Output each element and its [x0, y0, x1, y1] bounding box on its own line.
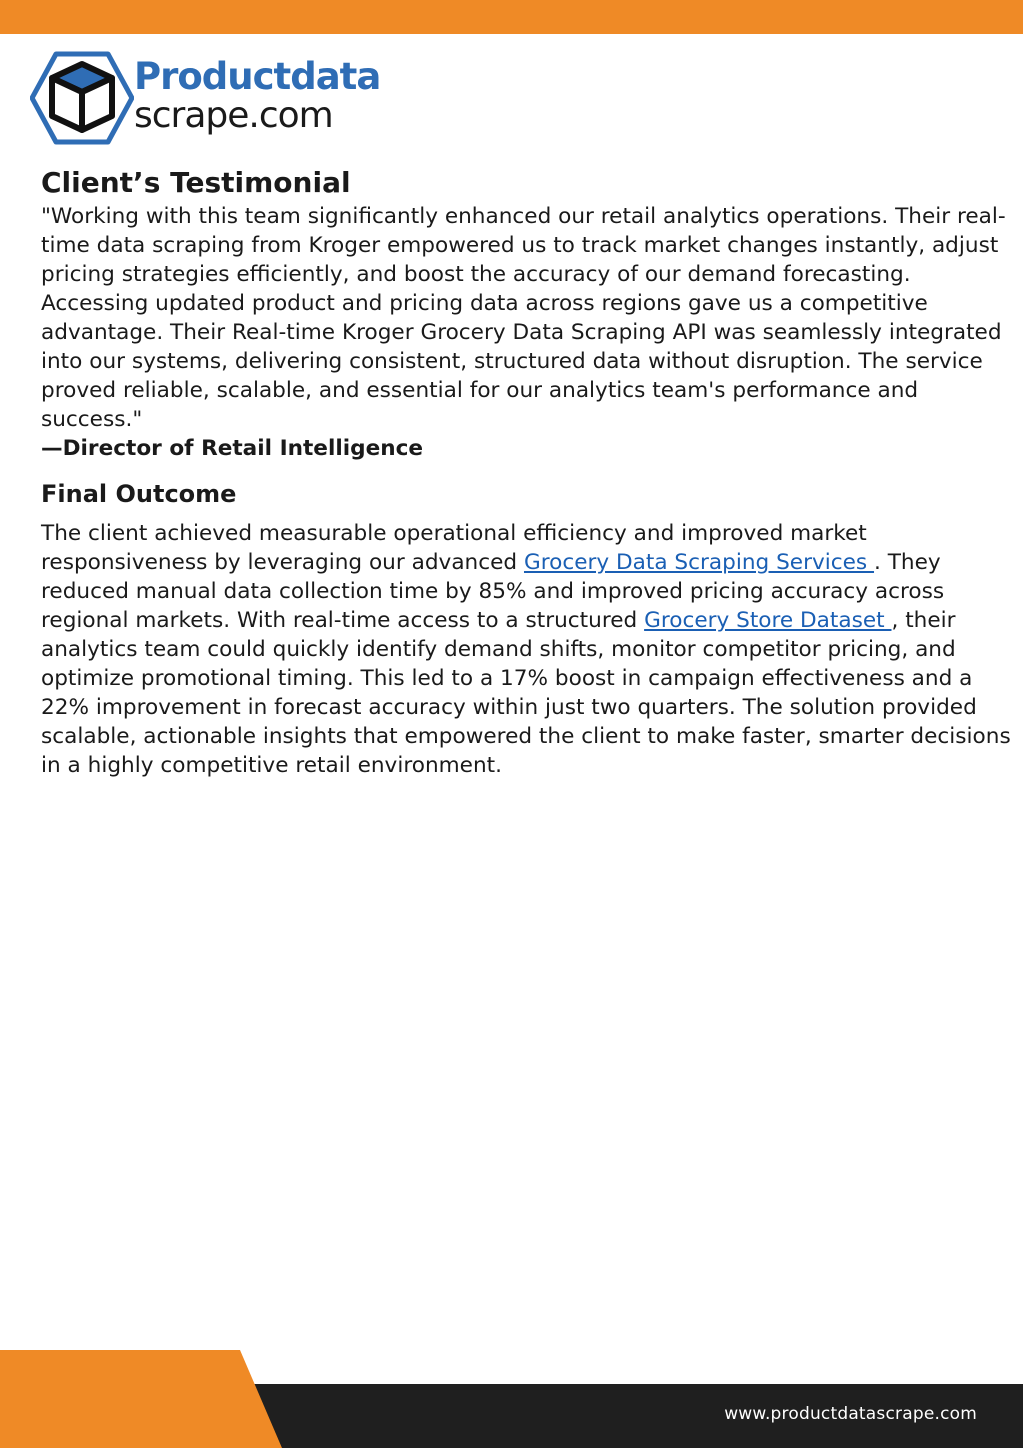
outcome-text-3: , their analytics team could quickly identify demand shifts, monitor competitor pricing, and optimize promotional timing. This led to a 17% boost in campaign effectiveness and a 22% improvement in forecast accuracy within just two quarters. The solution provided scalable, actionable insights that empowered the client to make faster, smarter decisions in a highly competitive retail environment. [41, 608, 1011, 778]
grocery-store-dataset-link[interactable]: Grocery Store Dataset [644, 608, 892, 633]
grocery-data-scraping-services-link[interactable]: Grocery Data Scraping Services [523, 550, 875, 575]
logo-text-productdata: Productdata [134, 55, 381, 98]
logo-text-scrape-com: scrape.com [134, 95, 333, 136]
testimonial-quote: "Working with this team significantly enhanced our retail analytics operations. Their real-time data scraping from Kroger empowered us to track market changes instantly, adjust pricing strategies efficiently, and boost the accuracy of our demand forecasting. Accessing updated product and pricing data across regions gave us a competitive advantage. Their Real-time Kroger Grocery Data Scraping API was seamlessly integrated into our systems, delivering consistent, structured data without disruption. The service proved reliable, scalable, and essential for our analytics team's performance and success." [41, 204, 1006, 432]
top-accent-bar [0, 0, 1023, 34]
outcome-text-1: The client achieved measurable operational efficiency and improved market responsiveness by leveraging our advanced [41, 521, 867, 575]
outcome-text-2: . They reduced manual data collection time by 85% and improved pricing accuracy across regional markets. With real-time access to a structured [41, 550, 945, 633]
main-content [41, 164, 1016, 780]
cube-logo-icon [30, 50, 134, 150]
footer-band [0, 1350, 1023, 1448]
footer-website-url: www.productdatascrape.com [724, 1404, 977, 1424]
final-outcome-paragraph [41, 519, 1016, 780]
final-outcome-heading: Final Outcome [41, 480, 237, 508]
footer-orange-shape [0, 1350, 300, 1448]
logo [30, 50, 390, 150]
testimonial-heading: Client’s Testimonial [41, 166, 351, 199]
testimonial-attribution: —Director of Retail Intelligence [41, 436, 424, 461]
